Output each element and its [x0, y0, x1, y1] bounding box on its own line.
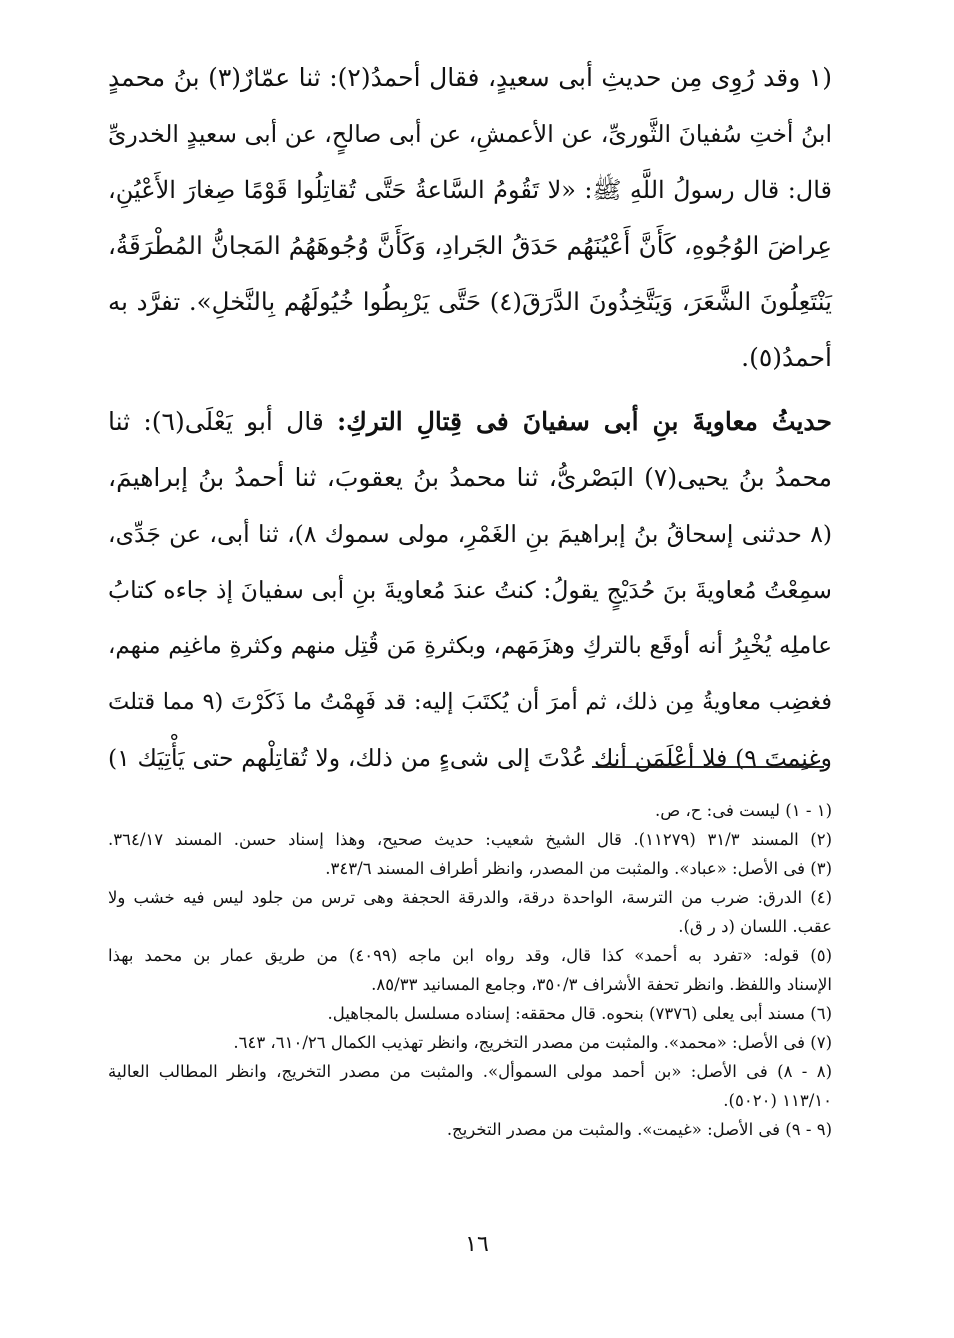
- heading-continuation: قال أبو يَعْلَى(٦): ثنا: [108, 407, 338, 436]
- section-heading: حديثُ معاويةَ بنِ أبى سفيانَ فى قِتالِ التركِ:: [337, 407, 832, 436]
- main-text: [108, 50, 832, 786]
- text-line: يَنْتَعِلُونَ الشَّعَرَ، وَيَتَّخِذُونَ الدَّرَقَ(٤) حَتَّى يَرْبِطُوا خُيُولَهُم بِالنَّخلِ». تفرَّد به: [108, 287, 832, 316]
- footnote: (٦) مسند أبى يعلى (٧٣٧٦) بنحوه. قال محققه: إسناده مسلسل بالمجاهيل.: [327, 1004, 832, 1023]
- footnote-continuation: عقب. اللسان (د ر ق).: [678, 917, 832, 936]
- footnote-continuation: ١١٣/١٠ (٥٠٢٠).: [723, 1091, 832, 1110]
- text-line: (١ وقد رُوِى مِن حديثِ أبى سعيدٍ، فقال أحمدُ(٢): ثنا عمّارٌ(٣) بنُ محمدٍ: [108, 63, 832, 92]
- text-line: عِراضَ الوُجُوهِ، كَأَنَّ أَعْيُنَهُم حَدَقُ الجَرادِ، وَكَأَنَّ وُجُوهَهُمُ المَجانُّ المُطْرَقَةُ،: [108, 231, 832, 260]
- text-line: ابنُ أختِ سُفيانَ الثَّورىِّ، عن الأعمشِ، عن أبى صالحٍ، عن أبى سعيدٍ الخدرىِّ: [108, 120, 832, 148]
- footnote-separator: [592, 766, 824, 768]
- footnote: (٩ - ٩) فى الأصل: «غيمت». والمثبت من مصدر التخريج.: [446, 1120, 832, 1139]
- text-line: فغضِب معاويةُ مِن ذلك، ثم أمرَ أن يُكتَبَ إليه: قد فَهِمْتُ ما ذَكَرْتَ (٩ مما قتلتَ: [108, 689, 832, 715]
- text-line: محمدُ بنُ يحيى(٧) البَصْرىُّ، ثنا محمدُ بنُ يعقوبَ، ثنا أحمدُ بنُ إبراهيمَ،: [108, 463, 832, 492]
- page-number: ١٦: [465, 1232, 489, 1257]
- footnote: (٥) قوله: «تفرد به أحمد» كذا قال، وقد رواه ابن ماجه (٤٠٩٩) من طريق عمار بن محمد بهذا: [108, 946, 832, 965]
- footnote-continuation: الإسناد واللفظ. وانظر تحفة الأشراف ٣٥٠/٣، وجامع المسانيد ٨٥/٣٣.: [371, 975, 832, 994]
- text-line: عاملِه يُخْبِرُ أنه أوقَع بالتركِ وهزَمَهم، وبكثرةِ مَن قُتِل منهم وكثرةِ ماغنِم منهم،: [108, 633, 832, 659]
- text-line: أحمدُ(٥).: [741, 343, 832, 372]
- footnote: (٣) فى الأصل: «عباد». والمثبت من المصدر، وانظر أطراف المسند ٣٤٣/٦.: [325, 859, 832, 878]
- footnotes: [108, 796, 832, 1144]
- footnote: (٧) فى الأصل: «محمد». والمثبت من مصدر التخريج، وانظر تهذيب الكمال ٦١٠/٢٦، ٦٤٣.: [233, 1033, 832, 1052]
- text-line: سمِعْتُ مُعاويةَ بنَ حُدَيْجٍ يقولُ: كنتُ عندَ مُعاويةَ بنِ أبى سفيانَ إذ جاءه كتابُ: [108, 576, 832, 604]
- footnote: (٢) المسند ٣١/٣ (١١٢٧٩). قال الشيخ شعيب: حديث صحيح، وهذا إسناد حسن. المسند ٣٦٤/١٧.: [108, 830, 832, 849]
- text-line: (٨ حدثنى إسحاقُ بنُ إبراهيمَ بنِ الغَمْرِ، مولى سموك ٨)، ثنا أبى، عن جَدِّى،: [108, 520, 832, 548]
- footnote: (٨ - ٨) فى الأصل: «بن أحمد مولى السموأل». والمثبت من مصدر التخريج، وانظر المطالب العالية: [108, 1062, 832, 1081]
- footnote: (٤) الدرق: ضرب من الترسة، الواحدة درقة، والدرقة الحجفة وهى ترس من جلود ليس فيه خشب ولا: [108, 888, 832, 907]
- text-line: قال: قال رسولُ اللَّهِ ﷺ: «لا تَقُومُ السَّاعةُ حَتَّى تُقاتِلُوا قَوْمًا صِغارَ الأَعْيُنِ،: [108, 176, 832, 204]
- footnote: (١ - ١) ليست فى: ح، ص.: [655, 801, 832, 820]
- text-line: وغنِمتَ ٩) فلا أعْلَمَن أنك عُدْتَ إلى شىءٍ من ذلك، ولا تُقاتِلْهم حتى يَأْتِيَك ١): [108, 744, 832, 772]
- section-heading-line: [108, 394, 832, 450]
